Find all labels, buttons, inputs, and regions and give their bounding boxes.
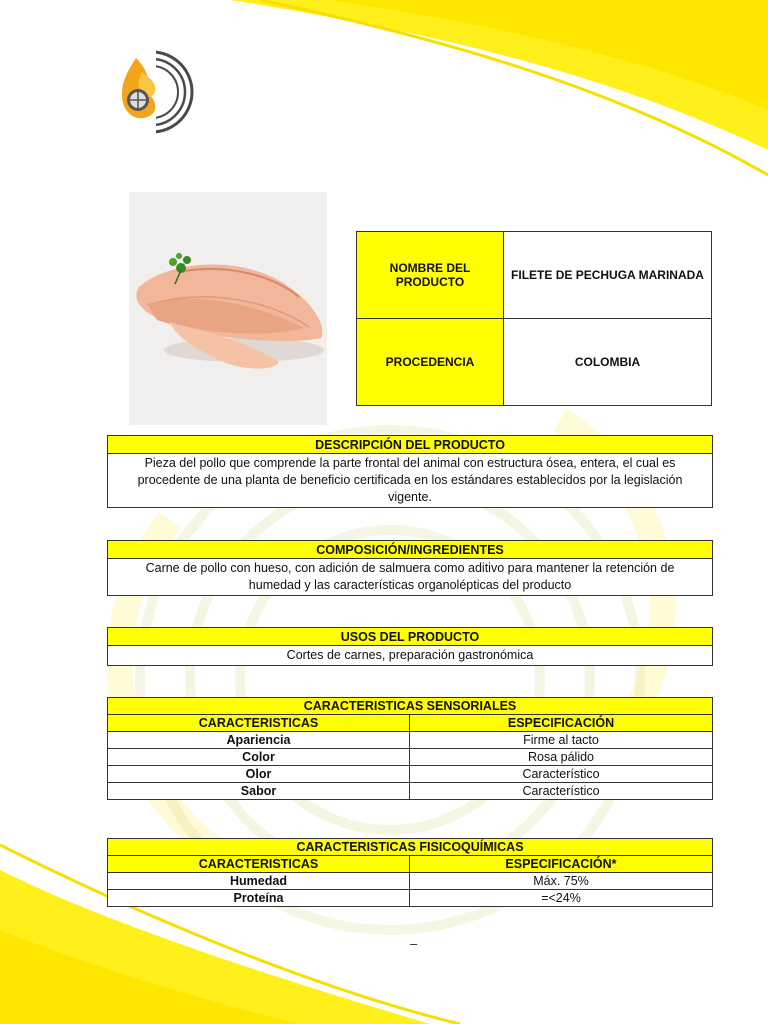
sensory-characteristics-table (107, 697, 713, 800)
characteristic-spec: Característico (410, 766, 713, 783)
characteristic-name: Humedad (108, 873, 410, 890)
characteristic-spec: =<24% (410, 890, 713, 907)
column-header: CARACTERISTICAS (108, 856, 410, 873)
column-header: ESPECIFICACIÓN (410, 715, 713, 732)
table-row (357, 319, 712, 406)
product-name-label: NOMBRE DEL PRODUCTO (357, 232, 504, 319)
uses-text: Cortes de carnes, preparación gastronómica (108, 646, 713, 666)
product-photo (129, 192, 327, 425)
physicochemical-characteristics-table (107, 838, 713, 907)
table-row (108, 890, 713, 907)
table-row (108, 783, 713, 800)
product-description-table (107, 435, 713, 508)
characteristic-spec: Máx. 75% (410, 873, 713, 890)
characteristic-spec: Firme al tacto (410, 732, 713, 749)
table-row (108, 749, 713, 766)
characteristic-name: Apariencia (108, 732, 410, 749)
column-header: CARACTERISTICAS (108, 715, 410, 732)
characteristic-name: Olor (108, 766, 410, 783)
section-heading: USOS DEL PRODUCTO (108, 628, 713, 646)
uses-table (107, 627, 713, 666)
characteristic-name: Color (108, 749, 410, 766)
characteristic-name: Sabor (108, 783, 410, 800)
section-heading: COMPOSICIÓN/INGREDIENTES (108, 541, 713, 559)
product-identification-table (356, 231, 712, 406)
section-heading: CARACTERISTICAS SENSORIALES (108, 698, 713, 715)
characteristic-spec: Característico (410, 783, 713, 800)
origin-value: COLOMBIA (504, 319, 712, 406)
characteristic-name: Proteína (108, 890, 410, 907)
company-logo (108, 48, 196, 136)
table-row (357, 232, 712, 319)
column-header: ESPECIFICACIÓN* (410, 856, 713, 873)
table-row (108, 766, 713, 783)
origin-label: PROCEDENCIA (357, 319, 504, 406)
table-row (108, 732, 713, 749)
table-row (108, 873, 713, 890)
composition-table (107, 540, 713, 596)
section-heading: CARACTERISTICAS FISICOQUÍMICAS (108, 839, 713, 856)
footer-mark: – (410, 936, 418, 951)
product-name-value: FILETE DE PECHUGA MARINADA (504, 232, 712, 319)
section-heading: DESCRIPCIÓN DEL PRODUCTO (108, 436, 713, 454)
composition-text: Carne de pollo con hueso, con adición de salmuera como aditivo para mantener la retención de humedad y las características organolépticas del producto (108, 559, 713, 596)
characteristic-spec: Rosa pálido (410, 749, 713, 766)
description-text: Pieza del pollo que comprende la parte frontal del animal con estructura ósea, entera, el cual es procedente de una planta de beneficio certificada en los estándares establecidos por la legislación vigente. (108, 454, 713, 508)
